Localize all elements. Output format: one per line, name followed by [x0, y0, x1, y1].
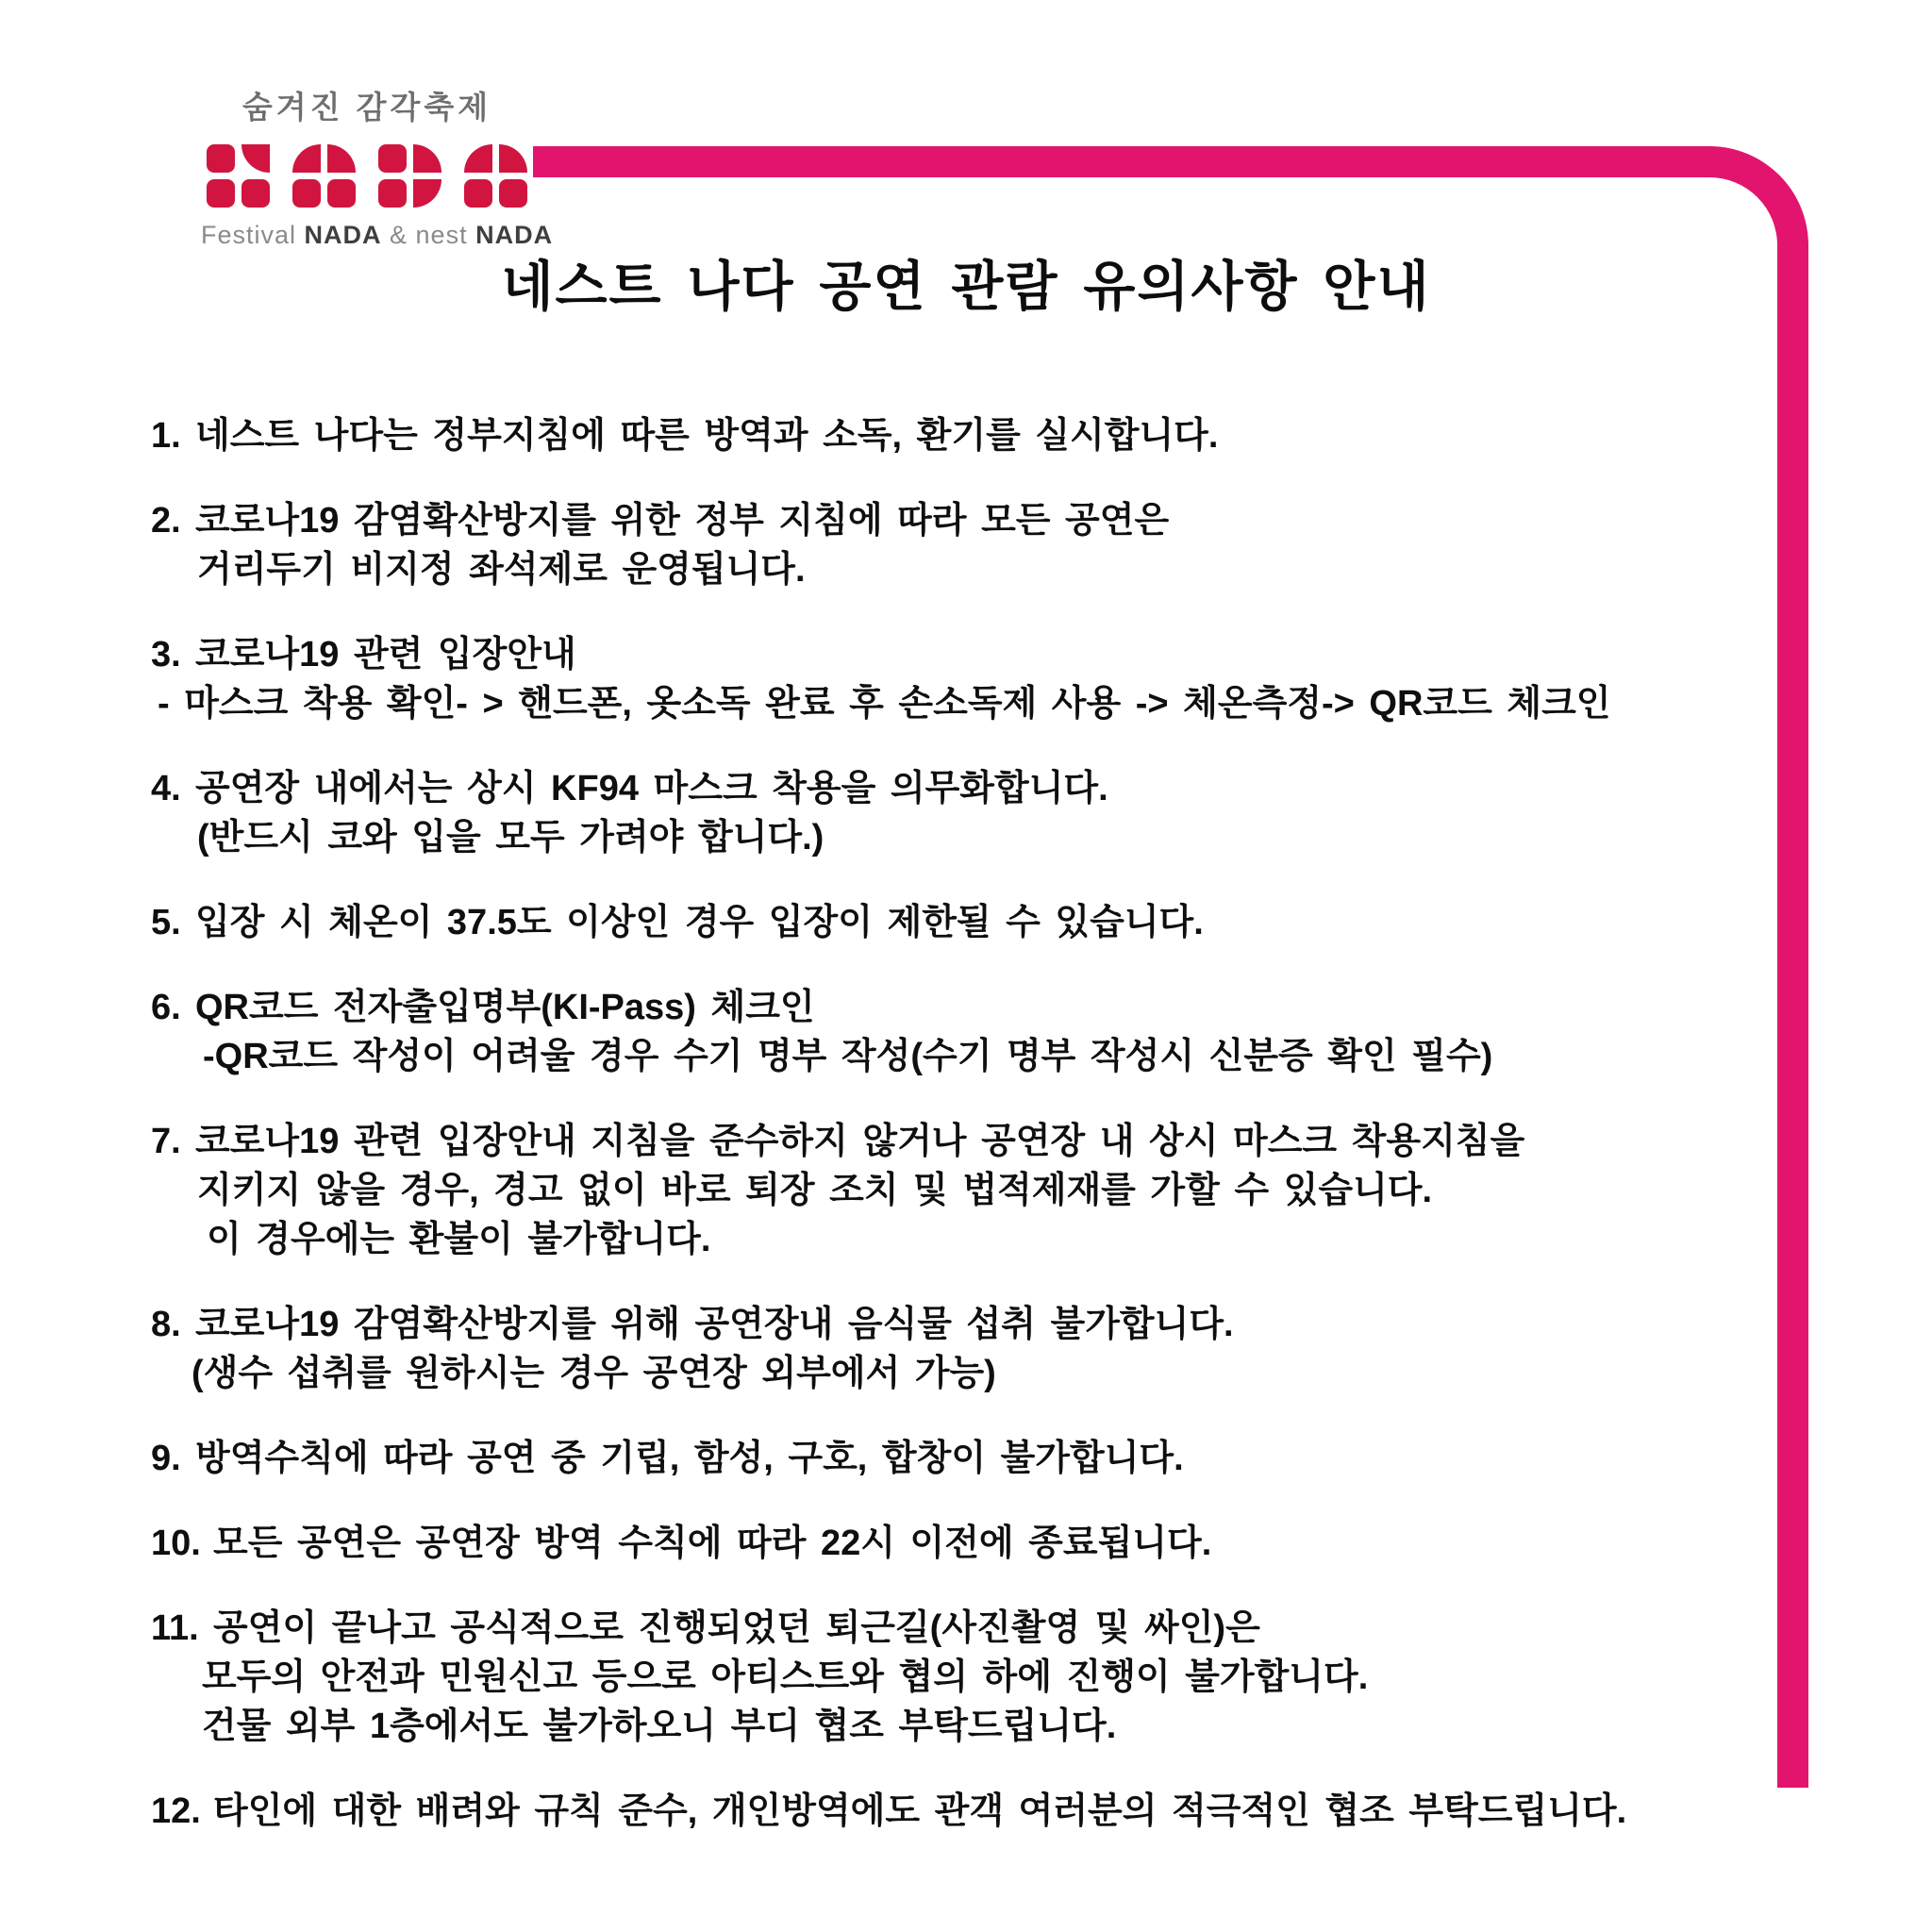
notice-line: 코로나19 감염확산방지를 위해 공연장내 음식물 섭취 불가합니다.	[195, 1305, 1234, 1344]
notice-item-number: 11.	[151, 1608, 199, 1648]
notice-list	[151, 411, 1821, 1872]
logo-tile	[207, 144, 235, 173]
notice-item-number: 10.	[151, 1524, 201, 1563]
logo-tile	[499, 144, 527, 173]
logo-tagline: 숨겨진 감각축제	[242, 90, 492, 125]
notice-line: - 마스크 착용 확인- > 핸드폰, 옷소독 완료 후 손소독제 사용 -> 체온측정-> QR코드 체크인	[158, 684, 1611, 724]
notice-line: 건물 외부 1층에서도 불가하오니 부디 협조 부탁드립니다.	[202, 1707, 1117, 1746]
notice-line: 코로나19 관련 입장안내	[195, 635, 576, 675]
logo-tile	[413, 144, 441, 173]
notice-line: 공연장 내에서는 상시 KF94 마스크 착용을 의무화합니다.	[195, 769, 1108, 808]
notice-item	[151, 1519, 1821, 1568]
notice-line: 모두의 안전과 민원신고 등으로 아티스트와 협의 하에 진행이 불가합니다.	[202, 1657, 1369, 1697]
logo-caption-part: NADA	[304, 221, 382, 249]
nada-logo-glyph	[464, 144, 527, 208]
nada-logo-icon	[201, 144, 533, 208]
notice-item-number: 1.	[151, 416, 181, 456]
notice-item-number: 6.	[151, 988, 181, 1027]
logo-tile	[413, 179, 441, 208]
notice-item-number: 2.	[151, 501, 181, 541]
notice-line: 모든 공연은 공연장 방역 수칙에 따라 22시 이전에 종료됩니다.	[213, 1524, 1212, 1563]
notice-line: 코로나19 관련 입장안내 지침을 준수하지 않거나 공연장 내 상시 마스크 착용지침을	[195, 1122, 1525, 1161]
notice-item	[151, 764, 1821, 862]
nada-logo-glyph	[207, 144, 270, 208]
page-title: 네스트 나다 공연 관람 유의사항 안내	[501, 257, 1431, 317]
notice-line: 코로나19 감염확산방지를 위한 정부 지침에 따라 모든 공연은	[195, 501, 1170, 541]
notice-line: 거리두기 비지정 좌석제로 운영됩니다.	[197, 550, 806, 590]
logo-tile	[207, 179, 235, 208]
notice-line: (반드시 코와 입을 모두 가려야 합니다.)	[197, 818, 824, 858]
logo-tile	[292, 179, 321, 208]
logo-tile	[464, 179, 492, 208]
notice-item	[151, 1300, 1821, 1398]
notice-line: (생수 섭취를 원하시는 경우 공연장 외부에서 가능)	[192, 1354, 996, 1393]
logo-tile	[327, 144, 356, 173]
notice-item-number: 8.	[151, 1305, 181, 1344]
logo-tile	[242, 144, 270, 173]
notice-item-number: 7.	[151, 1122, 181, 1161]
logo-tile	[378, 179, 407, 208]
notice-line: 이 경우에는 환불이 불가합니다.	[207, 1220, 711, 1259]
logo-caption-part: & nest	[381, 221, 476, 249]
logo-tile	[292, 144, 321, 173]
notice-line: 공연이 끝나고 공식적으로 진행되었던 퇴근길(사진촬영 및 싸인)은	[213, 1608, 1260, 1648]
notice-line: 타인에 대한 배려와 규칙 준수, 개인방역에도 관객 여러분의 적극적인 협조 부탁드립니다.	[213, 1791, 1627, 1831]
notice-line: -QR코드 작성이 어려울 경우 수기 명부 작성(수기 명부 작성시 신분증 확인 필수)	[203, 1037, 1493, 1076]
notice-item	[151, 983, 1821, 1081]
notice-item	[151, 630, 1821, 728]
logo-tile	[499, 179, 527, 208]
notice-line: 방역수칙에 따라 공연 중 기립, 함성, 구호, 합창이 불가합니다.	[195, 1439, 1184, 1478]
notice-item-number: 4.	[151, 769, 181, 808]
notice-item-number: 3.	[151, 635, 181, 675]
logo-tile	[242, 179, 270, 208]
notice-line: 네스트 나다는 정부지침에 따른 방역과 소독, 환기를 실시합니다.	[195, 416, 1219, 456]
notice-item	[151, 1117, 1821, 1264]
logo-tile	[464, 144, 492, 173]
festival-nada-logo	[201, 83, 554, 250]
nada-logo-glyph	[292, 144, 356, 208]
notice-item	[151, 1434, 1821, 1483]
notice-item	[151, 1787, 1821, 1836]
logo-caption-part: NADA	[475, 221, 554, 249]
notice-item	[151, 496, 1821, 594]
notice-line: 입장 시 체온이 37.5도 이상인 경우 입장이 제한될 수 있습니다.	[195, 903, 1204, 942]
nada-logo-glyph	[378, 144, 441, 208]
logo-caption-part: Festival	[201, 221, 305, 249]
logo-tile	[327, 179, 356, 208]
logo-tile	[378, 144, 407, 173]
notice-item	[151, 1604, 1821, 1751]
notice-item-number: 5.	[151, 903, 181, 942]
notice-item-number: 12.	[151, 1791, 201, 1831]
notice-item-number: 9.	[151, 1439, 181, 1478]
notice-item	[151, 411, 1821, 460]
notice-item	[151, 898, 1821, 947]
notice-line: QR코드 전자출입명부(KI-Pass) 체크인	[195, 988, 815, 1027]
notice-line: 지키지 않을 경우, 경고 없이 바로 퇴장 조치 및 법적제재를 가할 수 있습니다.	[197, 1171, 1433, 1210]
